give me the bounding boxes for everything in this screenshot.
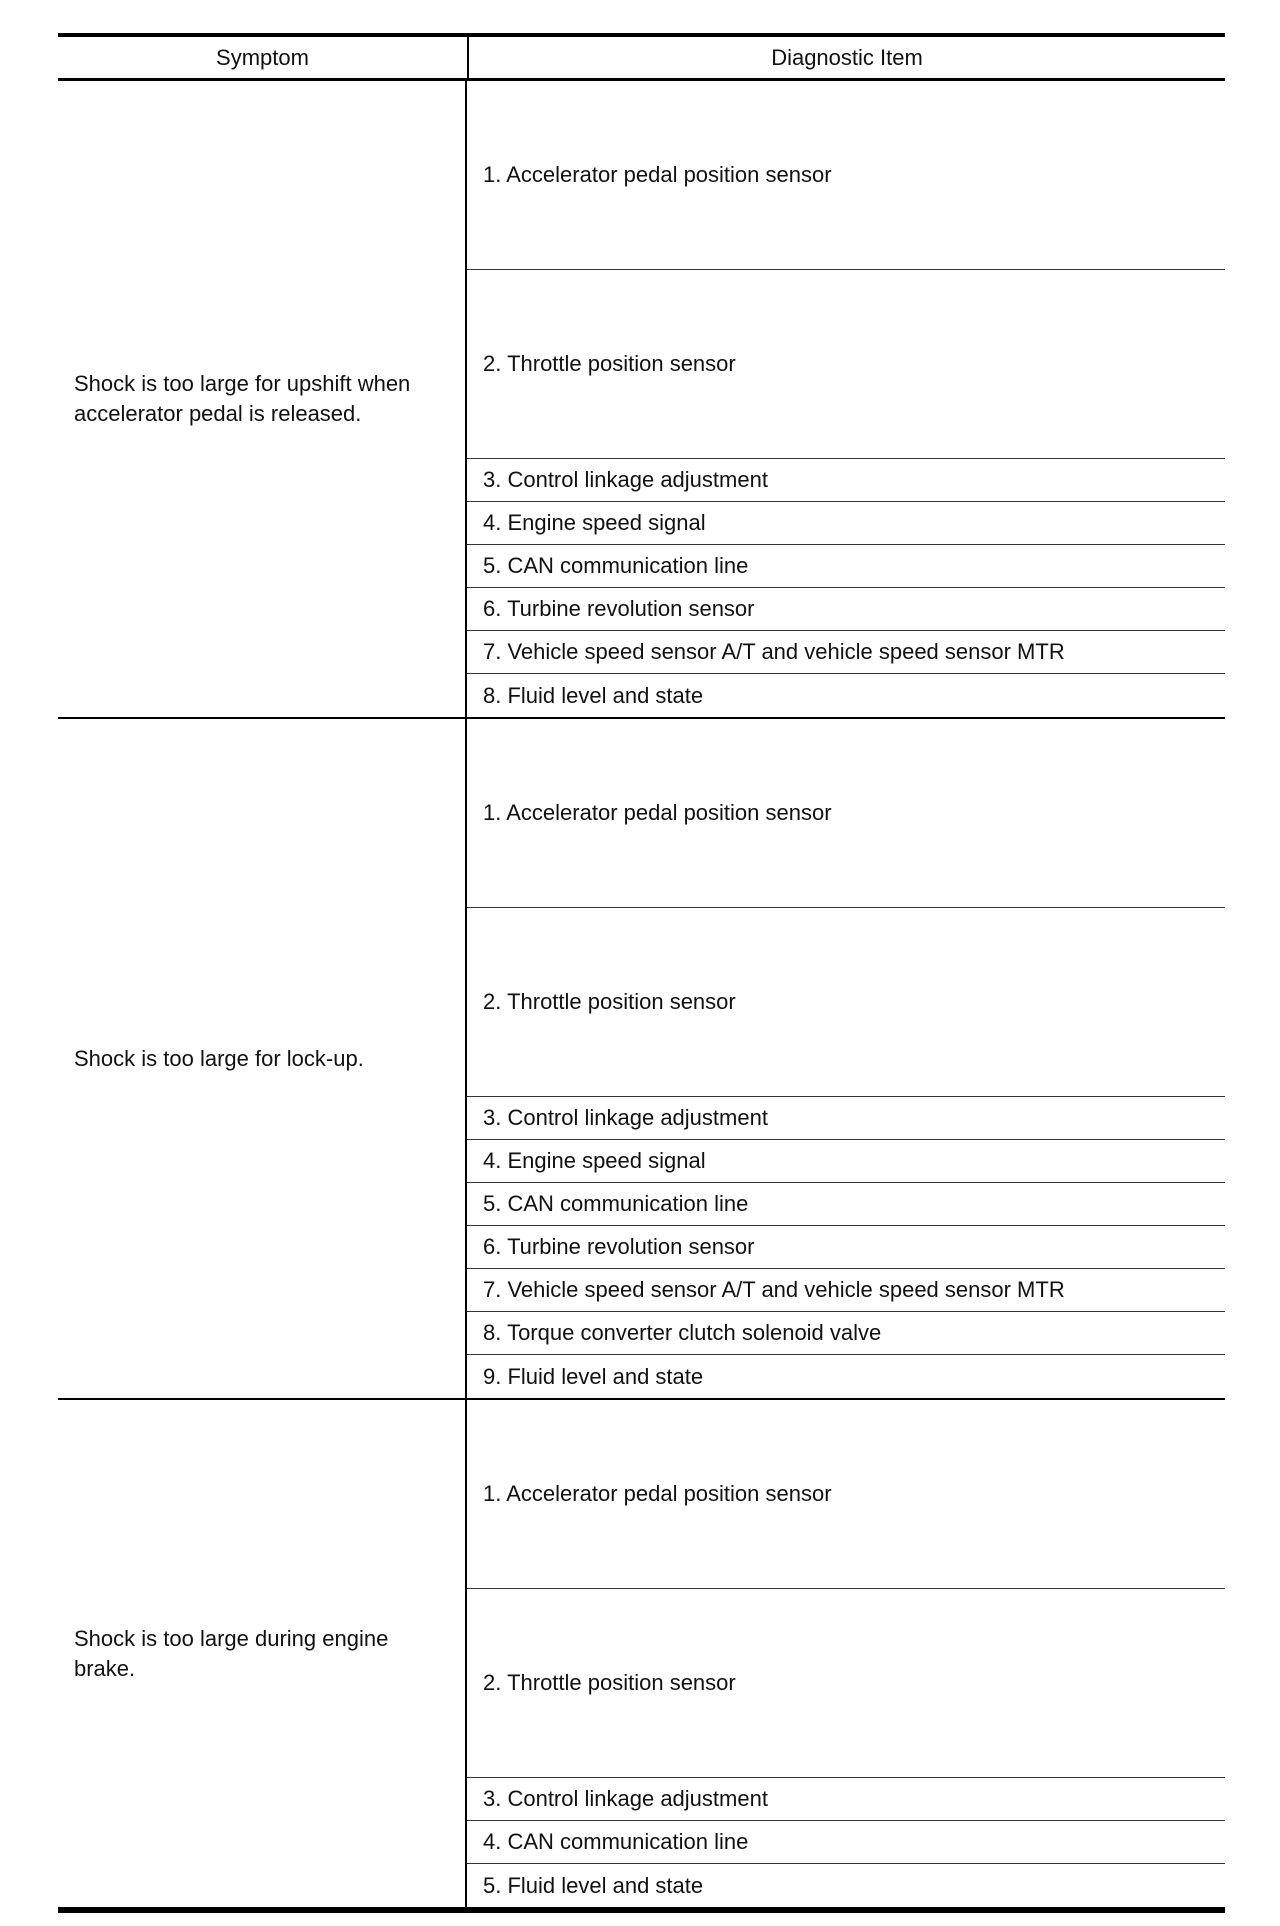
diagnostic-item: 1. Accelerator pedal position sensor (467, 1400, 1225, 1589)
diagnostic-item: 4. Engine speed signal (467, 1140, 1225, 1183)
diagnostic-items (467, 1400, 1225, 1907)
diagnostic-item: 2. Throttle position sensor (467, 270, 1225, 459)
table-bottom-rule (58, 1909, 1225, 1913)
diagnostic-item: 2. Throttle position sensor (467, 1589, 1225, 1778)
diagnostic-item: 5. CAN communication line (467, 1183, 1225, 1226)
diagnostic-item: 1. Accelerator pedal position sensor (467, 719, 1225, 908)
diagnostic-item: 8. Fluid level and state (483, 682, 704, 708)
diagnostic-item: 5. Fluid level and state (483, 1872, 704, 1898)
symptom-group (58, 719, 1225, 1400)
header-diagnostic-item: Diagnostic Item (771, 44, 923, 70)
diagnostic-table (58, 33, 1225, 1913)
symptom-group (58, 1400, 1225, 1909)
diagnostic-item: 4. CAN communication line (467, 1821, 1225, 1864)
diagnostic-item: 7. Vehicle speed sensor A/T and vehicle speed sensor MTR (467, 1269, 1225, 1312)
table-header (58, 37, 1225, 81)
diagnostic-item: 2. Throttle position sensor (467, 908, 1225, 1097)
diagnostic-item: 3. Control linkage adjustment (467, 1097, 1225, 1140)
diagnostic-item: 1. Accelerator pedal position sensor (467, 81, 1225, 270)
diagnostic-item: 3. Control linkage adjustment (467, 459, 1225, 502)
symptom-cell: Shock is too large during engine brake. (58, 1400, 467, 1907)
symptom-cell: Shock is too large for upshift when accelerator pedal is released. (58, 81, 467, 717)
diagnostic-item: 5. CAN communication line (467, 545, 1225, 588)
diagnostic-item: 8. Torque converter clutch solenoid valve (467, 1312, 1225, 1355)
symptom-group (58, 81, 1225, 719)
diagnostic-items (467, 719, 1225, 1398)
symptom-cell: Shock is too large for lock-up. (58, 719, 467, 1398)
diagnostic-item: 3. Control linkage adjustment (467, 1778, 1225, 1821)
diagnostic-item: 7. Vehicle speed sensor A/T and vehicle speed sensor MTR (467, 631, 1225, 674)
diagnostic-item: 4. Engine speed signal (467, 502, 1225, 545)
diagnostic-items (467, 81, 1225, 717)
diagnostic-item: 6. Turbine revolution sensor (467, 1226, 1225, 1269)
header-symptom: Symptom (58, 37, 469, 78)
diagnostic-item: 9. Fluid level and state (483, 1363, 704, 1389)
diagnostic-item: 6. Turbine revolution sensor (467, 588, 1225, 631)
